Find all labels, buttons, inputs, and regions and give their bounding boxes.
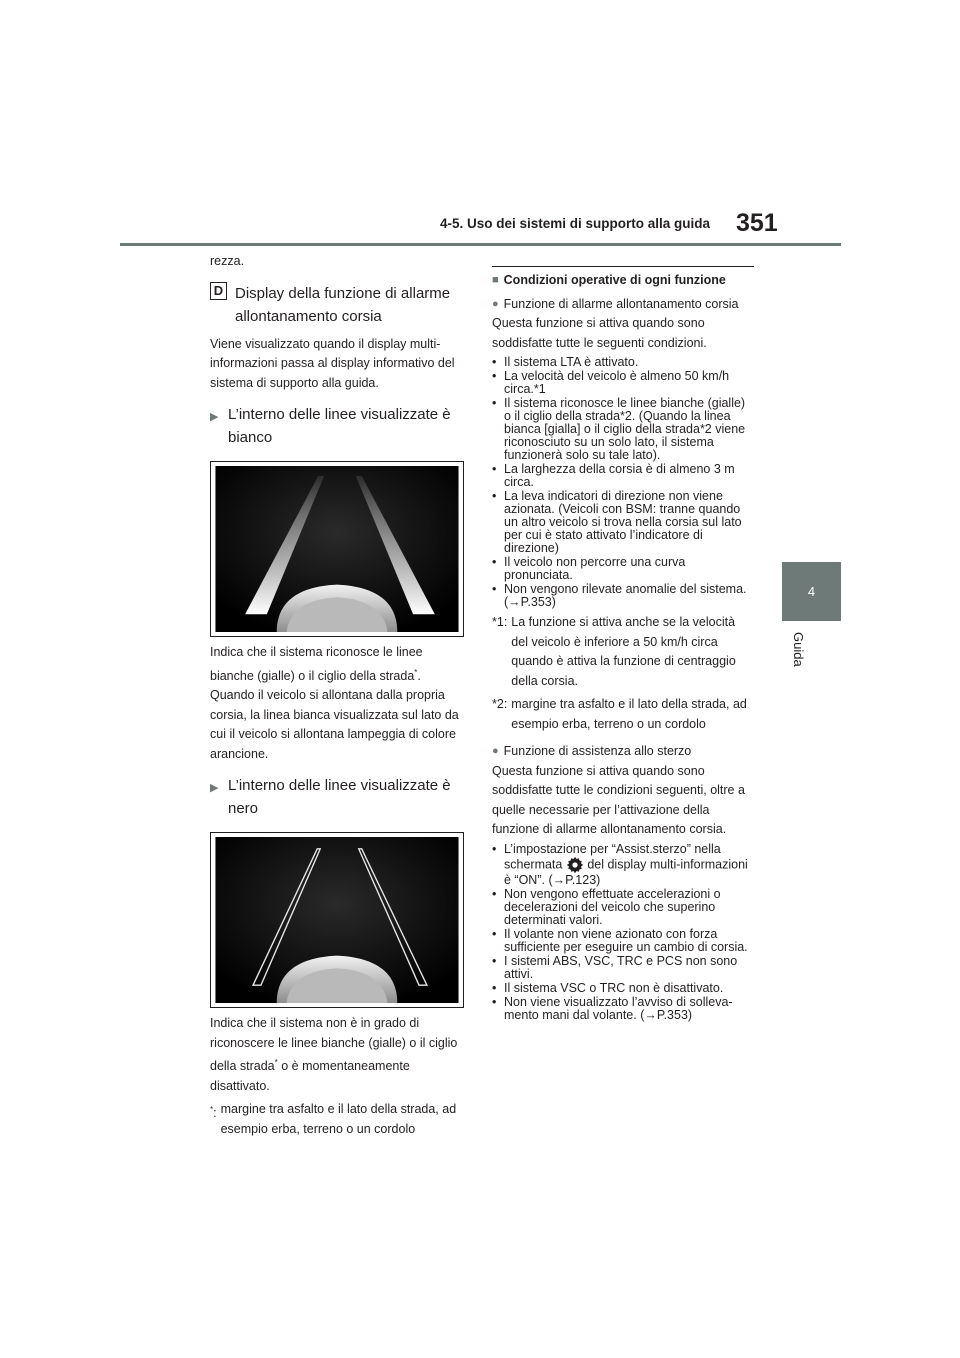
d-description: Viene visualizzato quando il display multi-informazioni passa al display informativo del sistema di supporto alla guida.	[210, 336, 455, 390]
right-column	[492, 266, 754, 1022]
f2-item1-a: L’impostazione per “Assist.sterzo” nella schermata	[504, 841, 721, 871]
f1-title: Funzione di allarme allontanamento corsia	[503, 296, 739, 311]
f2-title: Funzione di assistenza allo sterzo	[503, 744, 692, 758]
sub2-title-line2: nero	[228, 800, 259, 818]
chapter-number: 4	[807, 584, 816, 599]
f2-heading	[492, 742, 754, 762]
f2-list	[492, 843, 754, 1022]
sub2-heading	[210, 774, 466, 820]
conditions-title: Condizioni operative di ogni funzione	[503, 273, 726, 287]
dot-bullet-icon: ●	[492, 297, 499, 310]
sub1-desc-a: Indica che il sistema riconosce le linee bianche (gialle) o il ciglio della strada	[210, 645, 423, 683]
chapter-label-wrap	[784, 632, 824, 682]
list-item: • La leva indicatori di direzione non viene azionata. (Veicoli con BSM: tranne quando un altro veicolo si trova nella corsia sul lato per cui è stato attivato l’indicatore di direzione)	[492, 490, 754, 555]
header-rule	[120, 243, 841, 246]
list-item: • Il sistema LTA è attivato.	[492, 356, 754, 369]
sub2-desc-a: Indica che il sistema non è in grado di riconoscere le linee bianche (gialle) o il ciglio della strada	[210, 1016, 458, 1074]
sub1-title-line1: L’interno delle linee visualizzate è	[228, 406, 451, 423]
list-item: • La velocità del veicolo è almeno 50 km/h circa.*1	[492, 370, 754, 396]
lane-white-illustration	[215, 466, 459, 632]
label-d-badge: D	[210, 282, 227, 300]
footnote-text: margine tra asfalto e il lato della strada, ad esempio erba, terreno o un cordolo	[220, 1102, 457, 1136]
f1-intro: Questa funzione si attiva quando sono soddisfatte tutte le seguenti condizioni.	[492, 316, 707, 350]
footnote-1	[492, 613, 754, 691]
sub1-title-line2: bianco	[228, 429, 273, 446]
list-item: • La larghezza della corsia è di almeno 3 m circa.	[492, 463, 754, 489]
list-item: • Non vengono effettuate accelerazioni o decelerazioni del veicolo che superino determinati valori.	[492, 888, 754, 927]
footnote: *: margine tra asfalto e il lato della strada, ad esempio erba, terreno o un cordolo	[210, 1100, 466, 1139]
conditions-heading	[492, 266, 754, 291]
footnote-2-mark: *2:	[492, 697, 508, 711]
intro-text: rezza.	[210, 254, 245, 268]
footnote-star: *	[274, 1058, 278, 1068]
footnote-2-text: margine tra asfalto e il lato della strada, ad esempio erba, terreno o un cordolo	[511, 697, 747, 731]
lane-display-white-image	[210, 461, 464, 637]
triangle-bullet-icon: ▶	[210, 411, 219, 423]
dot-bullet-icon: ●	[492, 745, 499, 757]
left-column	[210, 252, 466, 1139]
sub1-desc-b: . Quando il veicolo si allontana dalla propria corsia, la linea bianca visualizzata sul lato da cui il veicolo si allontana lampeggia di colore arancione.	[210, 668, 459, 761]
list-item: • Il sistema riconosce le linee bianche (gialle) o il ciglio della strada*2. (Quando la linea bianca [gialla] o il ciglio della strada*2 viene riconosciuto su un solo lato, il sistema funzionerà solo su tale lato).	[492, 397, 754, 462]
sub2-desc-b: o è momentaneamente disattivato.	[210, 1059, 410, 1093]
list-item: • Non vengono rilevate anomalie del sistema. (→P.353)	[492, 583, 754, 609]
page-number: 351	[736, 209, 778, 237]
sub2-title-line1: L’interno delle linee visualizzate è	[228, 777, 451, 795]
display-d-heading	[210, 282, 466, 328]
sub1-description	[210, 643, 466, 764]
gear-icon	[566, 856, 584, 874]
footnote-star: *	[210, 1105, 214, 1115]
sub2-description	[210, 1014, 466, 1096]
lane-display-black-image	[210, 832, 464, 1008]
footnote-2	[492, 695, 754, 734]
d-title-line2: allontanamento corsia	[235, 307, 382, 325]
list-item: • Il veicolo non percorre una curva pronunciata.	[492, 556, 754, 582]
list-item: • Il sistema VSC o TRC non è disattivato.	[492, 982, 754, 995]
list-item: • Il volante non viene azionato con forza sufficiente per eseguire un cambio di corsia.	[492, 928, 754, 954]
lane-black-illustration	[215, 837, 459, 1003]
d-title-line1: Display della funzione di allarme	[235, 284, 451, 302]
sub1-heading	[210, 403, 466, 449]
chapter-label: Guida	[791, 632, 806, 667]
f2-item1-b: del display multi-informazioni è “ON”. (→P.123)	[504, 856, 748, 887]
f1-heading	[492, 295, 754, 315]
square-bullet-icon: ■	[492, 274, 499, 286]
list-item: • I sistemi ABS, VSC, TRC e PCS non sono attivi.	[492, 955, 754, 981]
triangle-bullet-icon: ▶	[210, 782, 219, 795]
list-item	[492, 843, 754, 887]
f2-intro: Questa funzione si attiva quando sono soddisfatte tutte le condizioni seguenti, oltre a quelle necessarie per l’attivazione della funzione di allarme allontanamento corsia.	[492, 763, 745, 836]
footnote-1-text: La funzione si attiva anche se la velocità del veicolo è inferiore a 50 km/h circa quando è attiva la funzione di centraggio della corsia.	[511, 615, 736, 688]
list-item: • Non viene visualizzato l’avviso di solleva-mento mani dal volante. (→P.353)	[492, 996, 754, 1022]
chapter-tab	[782, 562, 841, 621]
footnote-1-mark: *1:	[492, 615, 508, 629]
footnote-star: *	[414, 667, 418, 677]
section-header-title: 4-5. Uso dei sistemi di supporto alla guida	[440, 216, 711, 231]
f1-list	[492, 356, 754, 609]
